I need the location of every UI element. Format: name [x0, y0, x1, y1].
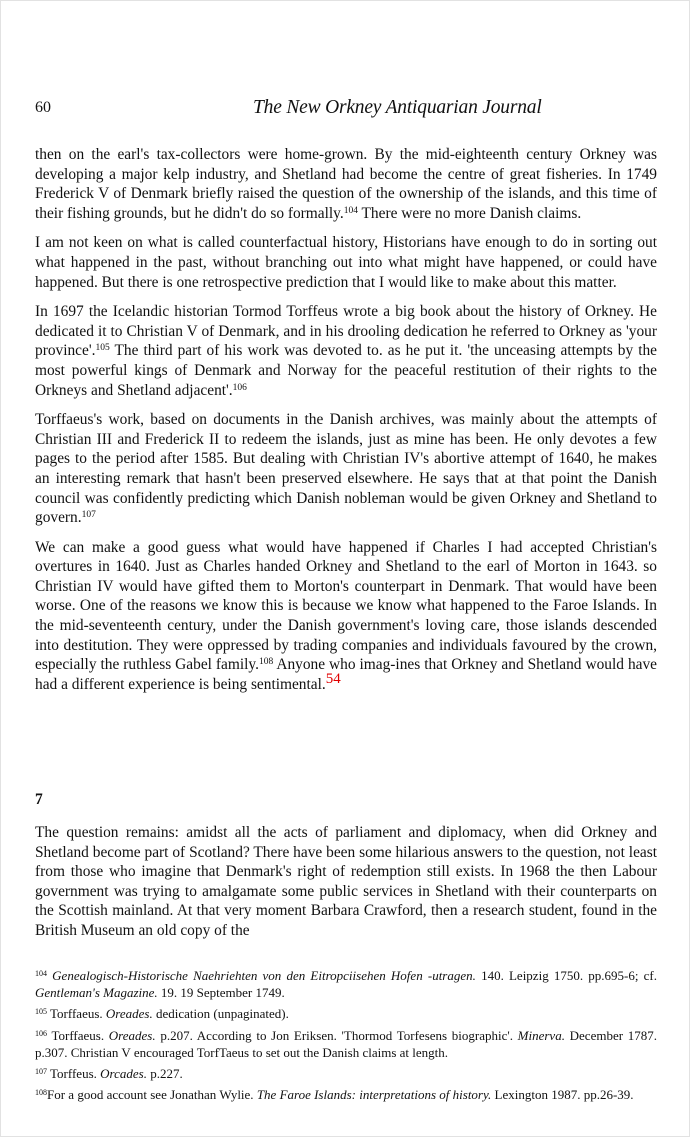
- footnote-number: 107: [35, 1067, 47, 1077]
- body-text: [35, 145, 657, 704]
- footnote-105: $^{105}$ Torffaeus. Oreades. dedication (unpaginated).: [35, 1006, 289, 1022]
- footnote-ref-105[interactable]: 105: [95, 343, 110, 354]
- footnote-number: 108: [35, 1088, 47, 1098]
- footnote-ref-106[interactable]: 106: [232, 382, 247, 393]
- footnote-number: 104: [35, 969, 47, 978]
- paragraph-2: I am not keen on what is called counterfactual history, Historians have enough to do in sorting out what happened in the past, without branching out into what might have happened, or could have happened. But there is one retrospective prediction that I would like to make about this matter.: [35, 234, 657, 291]
- footnote-107: $^{107}$ Torffeus. Orcades. p.227.: [35, 1066, 183, 1082]
- section-paragraph: The question remains: amidst all the acts of parliament and diplomacy, when did Orkney and Shetland become part of Scotland? There have been some hilarious answers to the question, not least from those who imagine that Denmark's right of redemption still exists. In 1968 the then Labour government was trying to amalgamate some public services in Shetland with their counterparts on the Scottish mainland. At that very moment Barbara Crawford, then a research student, found in the British Museum an old copy of the: [35, 824, 657, 939]
- journal-title: The New Orkney Antiquarian Journal: [253, 97, 542, 118]
- footnote-number: 105: [35, 1007, 47, 1017]
- footnote-108: $^{108}$For a good account see Jonathan Wylie. The Faroe Islands: interpretations of history. Lexington 1987. pp.26-39.: [35, 1087, 634, 1103]
- footnote-ref-104[interactable]: 104: [343, 205, 358, 216]
- paragraph-5: We can make a good guess what would have happened if Charles I had accepted Christian's overtures in 1640. Just as Charles handed Orkney and Shetland to the earl of Morton in 1643. so Christian IV would have gifted them to Morton's counterpart in Denmark. That would have been worse. One of the reasons we know this is because we know what happened to the Faroe Islands. In the mid-seventeenth century, under the Danish government's loving care, those islands descended into destitution. They were oppressed by trading companies and individuals favoured by the crown, especially the ruthless Gabel family.$^{108}$ Anyone who imag-ines that Orkney and Shetland would have had a different experience is being sentimental.54: [35, 538, 657, 693]
- footnote-106: $^{106}$ Torffaeus. Oreades. p.207. According to Jon Eriksen. 'Thormod Torfesens biographic'. Minerva. December 1787. p.307. Christian V encouraged TorfTaeus to set out the Danish claims at length.: [35, 1027, 657, 1060]
- running-head: [35, 97, 655, 123]
- section-number: 7: [35, 791, 43, 808]
- paragraph-4: Torffaeus's work, based on documents in the Danish archives, was mainly about the attempts of Christian III and Frederick II to redeem the islands, just as mine has been. He only devotes a few pages to the period after 1585. But dealing with Christian IV's abortive attempt of 1640, he makes an interesting remark that hasn't been preserved elsewhere. He says that at that point the Danish council was confidently predicting which Danish nobleman would be given Orkney and Shetland to govern.$^{107}$: [35, 411, 657, 527]
- footnote-number: 106: [35, 1028, 47, 1038]
- section-text: [35, 823, 657, 941]
- paragraph-3: In 1697 the Icelandic historian Tormod Torffeus wrote a big book about the history of Orkney. He dedicated it to Christian V of Denmark, and in his drooling dedication he referred to Orkney as 'your province'.$^{105}$ The third part of his work was devoted to. as he put it. 'the unceasing attempts by the most powerful kings of Denmark and Norway for the peaceful restitution of their rights to the Orkneys and Shetland adjacent'.$^{106}$: [35, 303, 657, 399]
- footnote-ref-107[interactable]: 107: [81, 510, 96, 521]
- page-number: 60: [35, 99, 51, 116]
- paragraph-1: then on the earl's tax-collectors were home-grown. By the mid-eighteenth century Orkney was developing a major kelp industry, and Shetland had become the centre of great fisheries. In 1749 Frederick V of Denmark briefly raised the question of the ownership of the islands, and this time of their fishing grounds, but he didn't do so formally.$^{104}$ There were no more Danish claims.: [35, 146, 657, 222]
- footnote-104: $^{104}$ Genealogisch-Historische Naehriehten von den Eitropciisehen Hofen -utragen. 140. Leipzig 1750. pp.695-6; cf. Gentleman's Magazine. 19. 19 September 1749.: [35, 968, 657, 1001]
- footnotes: [35, 967, 657, 1107]
- original-page-marker: 54: [325, 670, 341, 687]
- footnote-ref-108[interactable]: 108: [258, 657, 274, 668]
